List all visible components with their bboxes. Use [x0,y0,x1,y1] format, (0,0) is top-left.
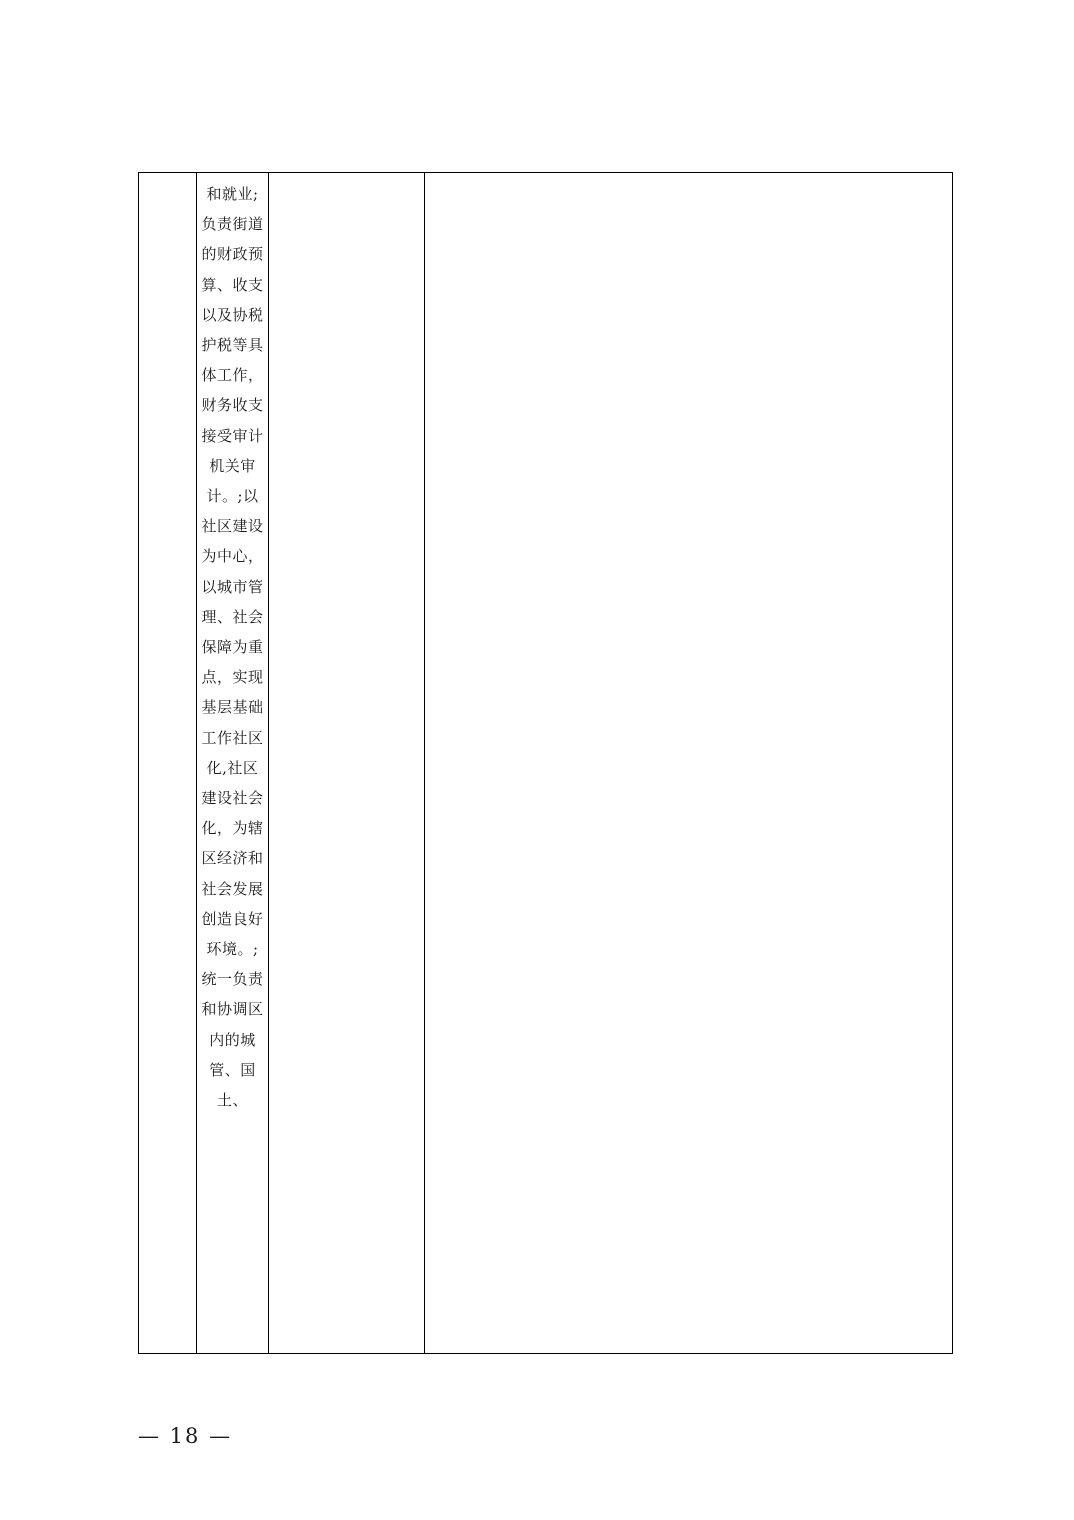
table-cell-col3 [269,173,425,1354]
page-number: — 18 — [138,1424,233,1448]
cell-text-col2: 和就业;负责街道的财政预算、收支以及协税护税等具体工作，财务收支接受审计机关审计。;以社区建设为中心，以城市管理、社会保障为重点，实现基层基础工作社区化,社区建设社会化，为辖区经济和社会发展创造良好环境。;统一负责和协调区内的城管、国土、 [201,185,264,1110]
table-row [139,173,953,1354]
table-cell-col1 [139,173,197,1354]
table-cell-col2 [197,173,269,1354]
cell-text-col1 [139,173,196,179]
table-cell-col4 [425,173,953,1354]
cell-text-col3 [269,173,424,179]
cell-text-col4 [425,173,952,179]
content-table [138,172,953,1354]
